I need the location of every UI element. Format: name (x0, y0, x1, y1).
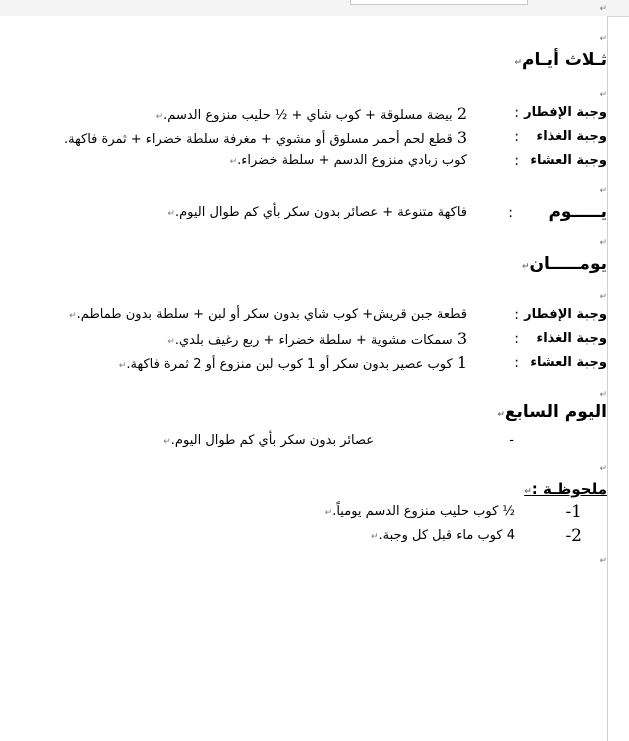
meal-content-dinner: كوب زبادي منزوع الدسم + سلطة خضراء.↵ (229, 153, 467, 168)
paragraph-mark: ↵ (599, 186, 607, 196)
meal-colon: : (514, 129, 519, 145)
meal-label-lunch: وجبة الغذاء (536, 331, 607, 346)
seventh-day-dash: - (509, 433, 514, 448)
note-item-number: -2 (565, 526, 582, 546)
meal-content-breakfast: قطعة جبن قريش+ كوب شاي بدون سكر أو لبن + سلطة بدون طماطم.↵ (69, 307, 467, 322)
one-day-colon: : (508, 205, 513, 221)
heading-two-days: يومـــــان↵ (521, 254, 607, 274)
note-item-number: -1 (565, 502, 582, 522)
meal-colon: : (514, 355, 519, 371)
meal-colon: : (514, 307, 519, 323)
paragraph-mark: ↵ (599, 556, 607, 566)
one-day-content: فاكهة متنوعة + عصائر بدون سكر بأي كم طوال اليوم.↵ (167, 205, 467, 220)
document-top-ruler (0, 0, 629, 17)
meal-label-dinner: وجبة العشاء (530, 355, 607, 370)
meal-label-breakfast: وجبة الإفطار (524, 307, 607, 322)
heading-seventh-day: اليوم السابع↵ (497, 402, 607, 422)
top-field-box[interactable] (350, 0, 528, 5)
paragraph-mark: ↵ (599, 292, 607, 302)
meal-content-breakfast: 2 بيضة مسلوقة + كوب شاي + ½ حليب منزوع الدسم.↵ (155, 104, 467, 123)
note-item-text: ½ كوب حليب منزوع الدسم يومياً.↵ (324, 504, 515, 519)
seventh-day-content: عصائر بدون سكر بأي كم طوال اليوم.↵ (163, 433, 374, 448)
meal-label-lunch: وجبة الغذاء (536, 129, 607, 144)
paragraph-mark: ↵ (599, 90, 607, 100)
heading-three-days: ثـلاث أيـام↵ (514, 50, 607, 70)
paragraph-mark: ↵ (599, 390, 607, 400)
paragraph-mark: ↵ (599, 464, 607, 474)
meal-label-dinner: وجبة العشاء (530, 153, 607, 168)
meal-content-lunch: 3 قطع لحم أحمر مسلوق أو مشوي + مغرفة سلطة خضراء + ثمرة فاكهة. (63, 128, 467, 147)
paragraph-mark: ↵ (599, 4, 607, 14)
note-label: ملحوظـة :↵ (524, 480, 607, 498)
note-item-text: 4 كوب ماء قبل كل وجبة.↵ (370, 528, 515, 543)
meal-colon: : (514, 331, 519, 347)
meal-content-lunch: 3 سمكات مشوية + سلطة خضراء + ربع رغيف بلدي.↵ (167, 329, 467, 348)
meal-colon: : (514, 153, 519, 169)
paragraph-mark: ↵ (599, 238, 607, 248)
meal-label-breakfast: وجبة الإفطار (524, 105, 607, 120)
paragraph-mark: ↵ (599, 34, 607, 44)
document-page[interactable] (0, 4, 608, 741)
meal-colon: : (514, 105, 519, 121)
meal-content-dinner: 1 كوب عصير بدون سكر أو 1 كوب لبن منزوع أو 2 ثمرة فاكهة.↵ (118, 353, 467, 372)
heading-one-day: يـــــوم (548, 202, 607, 222)
